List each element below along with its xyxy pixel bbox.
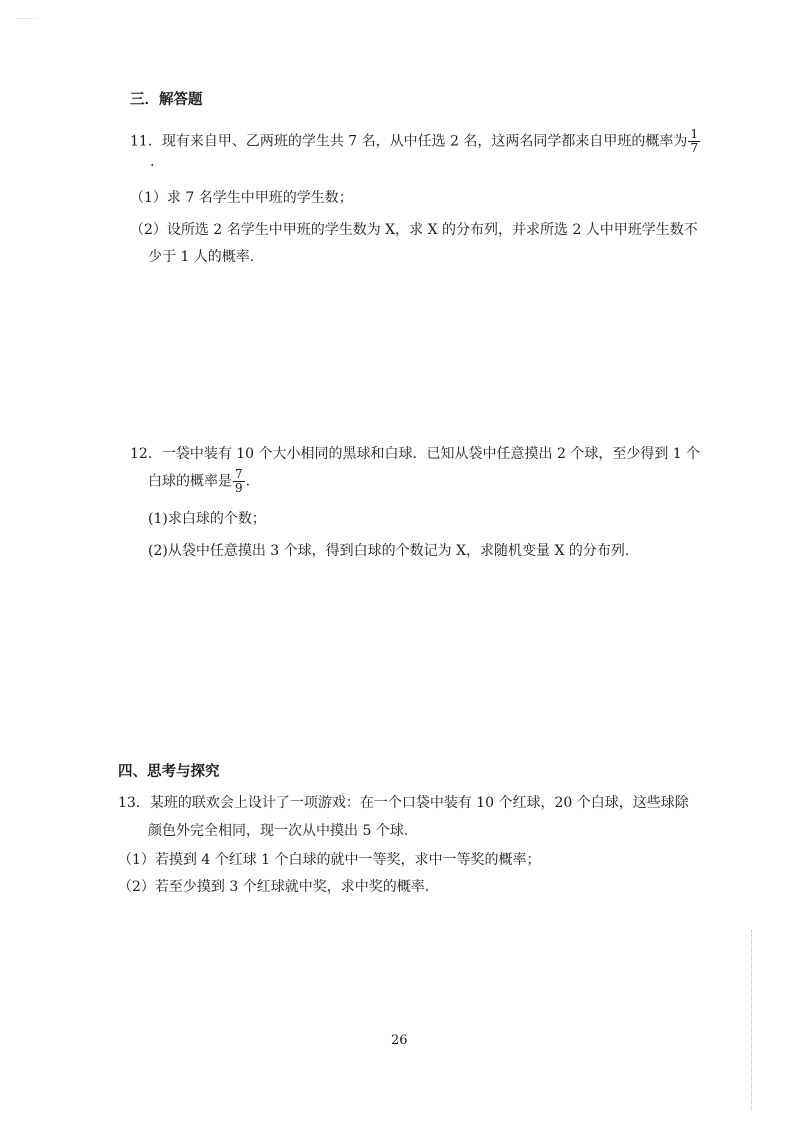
fraction-denominator: 9	[235, 481, 243, 495]
question-11-part2-line1: （2）设所选 2 名学生中甲班的学生数为 X，求 X 的分布列，并求所选 2 人中甲班学生数不	[130, 222, 698, 238]
fraction-denominator: 7	[690, 141, 699, 155]
question-11-period: .	[150, 154, 155, 170]
question-12-line2-prefix: 白球的概率是	[148, 473, 232, 490]
question-12-fraction	[233, 468, 245, 495]
question-12-line1: 12．一袋中装有 10 个大小相同的黑球和白球．已知从袋中任意摸出 2 个球，至少得到 1 个	[130, 446, 701, 462]
section-heading-answers: 三．解答题	[130, 91, 203, 108]
question-13-line2: 颜色外完全相同，现一次从中摸出 5 个球.	[148, 823, 409, 839]
question-11-stem	[130, 128, 701, 155]
question-11-line1: 11．现有来自甲、乙两班的学生共 7 名，从中任选 2 名，这两名同学都来自甲班的概率为	[130, 133, 688, 150]
question-11-fraction	[688, 128, 700, 155]
page-number: 26	[391, 1033, 408, 1048]
question-13-part1: （1）若摸到 4 个红球 1 个白球的就中一等奖，求中一等奖的概率；	[118, 852, 541, 868]
question-12-line2	[148, 468, 250, 495]
scan-speck	[18, 18, 38, 25]
question-12-line2-suffix: .	[245, 473, 251, 490]
section-heading-think-explore: 四、思考与探究	[118, 763, 220, 780]
question-11-part1: （1）求 7 名学生中甲班的学生数；	[130, 190, 353, 206]
question-13-line1: 13．某班的联欢会上设计了一项游戏：在一个口袋中装有 10 个红球，20 个白球，这些球除	[118, 795, 689, 811]
question-11-part2-line2: 少于 1 人的概率.	[148, 249, 255, 265]
question-12-part1: (1)求白球的个数；	[148, 511, 266, 527]
fraction-numerator: 7	[235, 467, 243, 481]
question-13-part2: （2）若至少摸到 3 个红球就中奖，求中奖的概率.	[118, 879, 430, 895]
scan-edge-mark	[751, 930, 754, 1110]
fraction-numerator: 1	[690, 127, 699, 141]
question-12-part2: (2)从袋中任意摸出 3 个球，得到白球的个数记为 X，求随机变量 X 的分布列.	[148, 543, 630, 559]
